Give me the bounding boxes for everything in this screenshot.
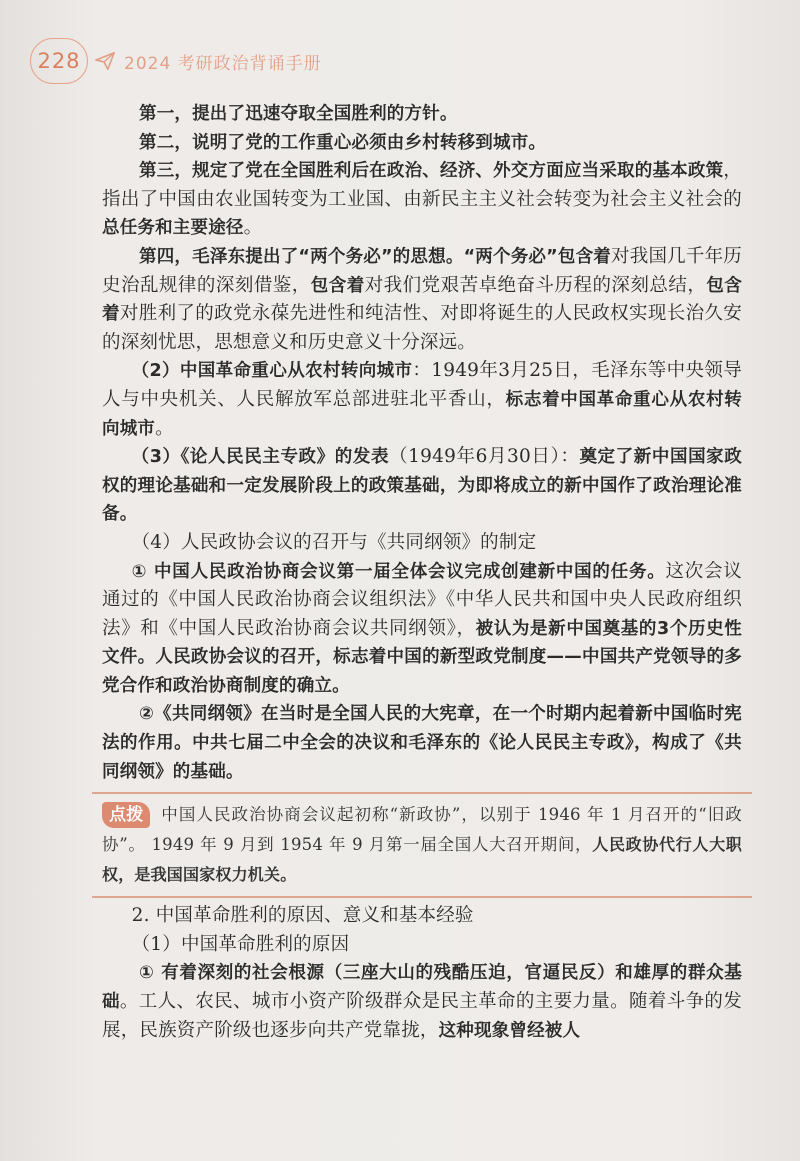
paragraph-12: ① 有着深刻的社会根源（三座大山的残酷压迫，官逼民反）和雄厚的群众基础。工人、农民、城市小资产阶级群众是民主革命的主要力量。随着斗争的发展，民族资产阶级也逐步向共产党靠拢，这种现象曾经被人	[102, 963, 742, 1041]
subsection-heading-1: （1）中国革命胜利的原因	[131, 933, 350, 955]
paragraph-9: ②《共同纲领》在当时是全国人民的大宪章，在一个时期内起着新中国临时宪法的作用。中共七届二中全会的决议和毛泽东的《论人民民主专政》，构成了《共同纲领》的基础。	[102, 704, 742, 782]
page-header	[30, 38, 322, 84]
paragraph-1: 第一，提出了迅速夺取全国胜利的方针。	[139, 104, 458, 124]
page-content	[102, 100, 742, 1045]
page-number: 228	[37, 49, 81, 73]
paragraph-8: ① 中国人民政治协商会议第一届全体会议完成创建新中国的任务。这次会议通过的《中国人民政治协商会议组织法》《中华人民共和国中央人民政府组织法》和《中国人民政治协商会议共同纲领》，被认为是新中国奠基的3个历史性文件。人民政协会议的召开，标志着中国的新型政党制度——中国共产党领导的多党合作和政治协商制度的确立。	[102, 560, 742, 696]
paper-plane-icon	[94, 50, 116, 72]
paragraph-6: （3）《论人民民主专政》的发表（1949年6月30日）：奠定了新中国国家政权的理论基础和一定发展阶段上的政策基础，为即将成立的新中国作了政治理论准备。	[102, 446, 742, 525]
tip-badge: 点拨	[102, 802, 150, 828]
paragraph-5: （2）中国革命重心从农村转向城市：1949年3月25日，毛泽东等中央领导人与中央机关、人民解放军总部进驻北平香山，标志着中国革命重心从农村转向城市。	[102, 360, 742, 439]
page-number-badge	[30, 38, 88, 84]
paragraph-2: 第二，说明了党的工作重心必须由乡村转移到城市。	[139, 132, 547, 153]
tip-text: 点拨 中国人民政治协商会议起初称“新政协”，以别于 1946 年 1 月召开的“旧政协”。 1949 年 9 月到 1954 年 9 月第一届全国人大召开期间，人民政协代行人大职权，是我国国家权力机关。	[102, 800, 742, 890]
tip-box	[92, 792, 752, 898]
section-heading-2: 2. 中国革命胜利的原因、意义和基本经验	[131, 905, 474, 927]
book-title: 2024 考研政治背诵手册	[124, 53, 322, 74]
paragraph-3: 第三，规定了党在全国胜利后在政治、经济、外交方面应当采取的基本政策，指出了中国由农业国转变为工业国、由新民主主义社会转变为社会主义社会的总任务和主要途径。	[102, 160, 742, 239]
paragraph-4: 第四，毛泽东提出了“两个务必”的思想。“两个务必”包含着对我国几千年历史治乱规律的深刻借鉴，包含着对我们党艰苦卓绝奋斗历程的深刻总结，包含着对胜利了的政党永葆先进性和纯洁性、对即将诞生的人民政权实现长治久安的深刻忧思，思想意义和历史意义十分深远。	[102, 245, 743, 353]
paragraph-7: （4）人民政协会议的召开与《共同纲领》的制定	[131, 531, 537, 553]
